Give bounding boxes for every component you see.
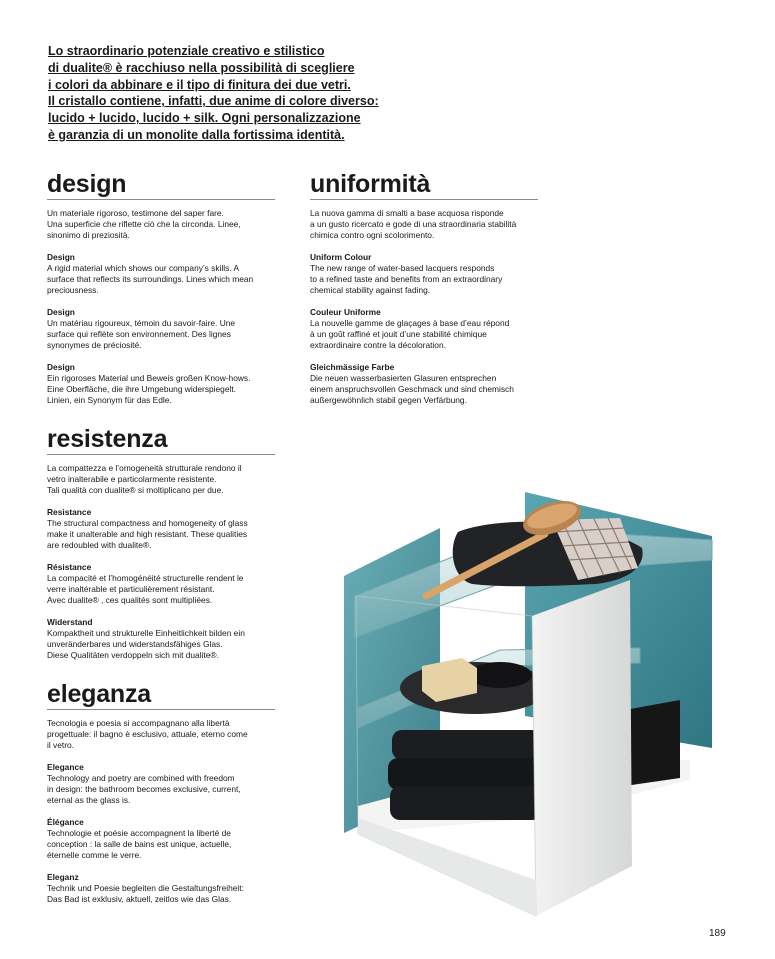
product-photo-glass-cabinet [340,488,720,918]
lang-title: Elegance [47,762,84,772]
section-title: eleganza [47,680,275,710]
storage-box [625,700,680,786]
lang-title: Gleichmässige Farbe [310,362,395,372]
section-title: uniformità [310,170,538,200]
paragraph-it: Tecnologia e poesia si accompagnano alla libertà progettuale: il bagno è esclusivo, attuale, eterno come il vetro. [47,718,248,750]
paragraph-it: Un materiale rigoroso, testimone del saper fare. Una superficie che riflette ciò che la circonda. Linee, sinonimo di preziosità. [47,208,241,240]
front-white-panel [532,580,632,916]
intro-line: è garanzia di un monolite dalla fortissima identità. [48,127,345,142]
lang-title: Résistance [47,562,92,572]
lang-text: Die neuen wasserbasierten Glasuren entsprechen einem anspruchsvollen Geschmack und sind chemisch außergewöhnlich stabil gegen Verfärbung. [310,373,514,405]
intro-line: Lo straordinario potenziale creativo e stilistico [48,44,325,58]
paragraph-fr [47,562,275,606]
page-number: 189 [709,928,726,939]
lang-title: Resistance [47,507,92,517]
paragraph-en [310,252,538,296]
section-design [47,170,275,417]
intro-block [48,43,418,144]
towel-stack [388,758,543,790]
lang-text: Ein rigoroses Material und Beweis großen Know-hows. Eine Oberfläche, die ihre Umgebung widerspiegelt. Linien, ein Synonym für das Edle. [47,373,251,405]
paragraph-fr [47,817,275,861]
paragraph-de [47,362,275,406]
lang-text: La nouvelle gamme de glaçages à base d’eau répond à un goût raffiné et jouit d’une stabilité chimique extraordinaire contre la décoloration. [310,318,510,350]
paragraph-en [47,762,275,806]
paragraph-de [310,362,538,406]
lang-text: Technik und Poesie begleiten die Gestaltungsfreiheit: Das Bad ist exklusiv, aktuell, zeitlos wie das Glas. [47,883,244,904]
lang-text: The new range of water-based lacquers responds to a refined taste and benefits from an extraordinary chemical stability against fading. [310,263,503,295]
section-eleganza [47,680,275,916]
lang-title: Eleganz [47,872,79,882]
paragraph-de [47,617,275,661]
lang-text: Technology and poetry are combined with freedom in design: the bathroom becomes exclusive, current, eternal as the glass is. [47,773,241,805]
lang-text: Kompaktheit und strukturelle Einheitlichkeit bilden ein unveränderbares und widerstandsfähiges Glas. Diese Qualitäten verdoppeln sich mit dualite®. [47,628,245,660]
paragraph-fr [310,307,538,351]
intro-line: di dualite® è racchiuso nella possibilità di scegliere [48,60,355,75]
lang-text: A rigid material which shows our company’s skills. A surface that reflects its surroundings. Lines which mean preciousness. [47,263,254,295]
section-resistenza [47,425,275,672]
towel-stack [392,730,542,760]
paragraph-en [47,507,275,551]
paragraph-it: La nuova gamma di smalti a base acquosa risponde a un gusto ricercato e gode di una straordinaria stabilità chimica contro ogni scolorimento. [310,208,517,240]
lang-title: Couleur Uniforme [310,307,381,317]
lang-title: Élégance [47,817,84,827]
lang-title: Widerstand [47,617,93,627]
section-title: design [47,170,275,200]
paragraph-it: La compattezza e l’omogeneità strutturale rendono il vetro inalterabile e particolarmente resistente. Tali qualità con dualite® si moltiplicano per due. [47,463,242,495]
lang-text: Un matériau rigoureux, témoin du savoir-faire. Une surface qui reflète son environnement. Des lignes synonymes de préciosité. [47,318,236,350]
section-title: resistenza [47,425,275,455]
towel-stack [390,786,542,820]
lang-title: Uniform Colour [310,252,372,262]
paragraph-de [47,872,275,905]
intro-line: i colori da abbinare e il tipo di finitura dei due vetri. [48,77,351,92]
lang-title: Design [47,307,75,317]
paragraph-en [47,252,275,296]
intro-line: Il cristallo contiene, infatti, due anime di colore diverso: [48,94,379,109]
lang-title: Design [47,252,75,262]
intro-line: lucido + lucido, lucido + silk. Ogni personalizzazione [48,111,361,126]
section-uniformita [310,170,538,417]
lang-text: Technologie et poésie accompagnent la liberté de conception : la salle de bains est unique, actuelle, éternelle comme le verre. [47,828,232,860]
paragraph-fr [47,307,275,351]
bowl [468,662,532,688]
lang-text: La compacité et l’homogénéité structurelle rendent le verre inaltérable et particulièrement résistant. Avec dualite® , ces qualités sont multipliées. [47,573,244,605]
lang-text: The structural compactness and homogeneity of glass make it unalterable and high resistant. These qualities are redoubled with dualite®. [47,518,248,550]
lang-title: Design [47,362,75,372]
base-front [358,818,536,916]
